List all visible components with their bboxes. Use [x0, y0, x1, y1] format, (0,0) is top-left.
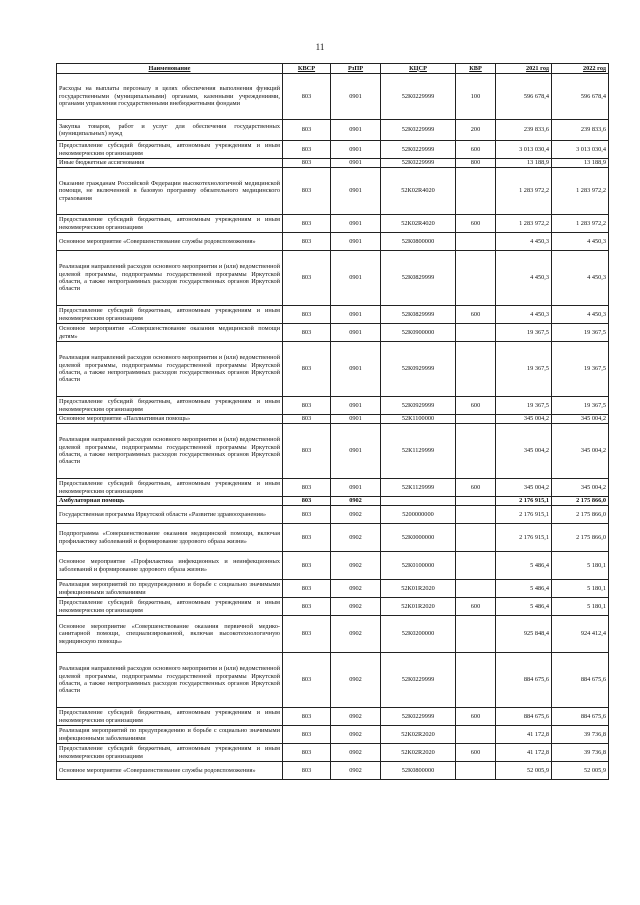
row-kvr-cell: 200	[456, 120, 496, 141]
row-2021-cell: 1 283 972,2	[496, 168, 552, 215]
row-2022-cell: 2 175 866,0	[552, 497, 609, 506]
row-kcsr-cell: 52К02R2020	[381, 744, 456, 762]
row-kcsr-cell: 52К0829999	[381, 306, 456, 324]
row-kvr-cell: 600	[456, 141, 496, 159]
row-kvsr-cell: 803	[283, 342, 331, 397]
row-rzpr-cell: 0901	[331, 324, 381, 342]
row-2022-cell: 3 013 030,4	[552, 141, 609, 159]
table-row	[57, 397, 609, 415]
row-kcsr-cell: 52К0200000	[381, 616, 456, 653]
row-2022-cell: 13 188,9	[552, 159, 609, 168]
row-name-cell: Амбулаторная помощь	[57, 497, 283, 506]
row-kvsr-cell: 803	[283, 168, 331, 215]
row-kcsr-cell: 52К0229999	[381, 653, 456, 708]
table-row	[57, 497, 609, 506]
row-kvr-cell	[456, 424, 496, 479]
row-kvr-cell: 600	[456, 215, 496, 233]
table-row	[57, 251, 609, 306]
row-2021-cell: 2 176 915,1	[496, 506, 552, 524]
header-rzpr: РзПР	[331, 64, 381, 74]
row-kvsr-cell: 803	[283, 726, 331, 744]
row-2021-cell: 345 004,2	[496, 479, 552, 497]
row-2021-cell: 4 450,3	[496, 251, 552, 306]
row-kvsr-cell: 803	[283, 762, 331, 780]
row-name-cell: Основное мероприятие «Паллиативная помощь»	[57, 415, 283, 424]
row-kvr-cell: 600	[456, 397, 496, 415]
row-kvr-cell	[456, 506, 496, 524]
row-kvsr-cell: 803	[283, 415, 331, 424]
row-2022-cell: 2 175 866,0	[552, 506, 609, 524]
row-name-cell: Реализация направлений расходов основного мероприятия и (или) ведомственной целевой программы, подпрограммы государственной программы Иркутской области, а также непрограммных расходов государственных органов Иркутской области	[57, 251, 283, 306]
row-2022-cell: 19 367,5	[552, 324, 609, 342]
row-rzpr-cell: 0901	[331, 415, 381, 424]
row-kvsr-cell: 803	[283, 598, 331, 616]
row-rzpr-cell: 0901	[331, 120, 381, 141]
row-kvsr-cell: 803	[283, 74, 331, 120]
row-2022-cell: 4 450,3	[552, 251, 609, 306]
row-2022-cell: 2 175 866,0	[552, 524, 609, 552]
table-row	[57, 506, 609, 524]
header-kvsr: КВСР	[283, 64, 331, 74]
row-2022-cell: 4 450,3	[552, 233, 609, 251]
row-rzpr-cell: 0901	[331, 479, 381, 497]
row-kcsr-cell	[381, 497, 456, 506]
row-2022-cell: 884 675,6	[552, 653, 609, 708]
row-name-cell: Предоставление субсидий бюджетным, автономным учреждениям и иным некоммерческим организациям	[57, 215, 283, 233]
row-name-cell: Иные бюджетные ассигнования	[57, 159, 283, 168]
row-kcsr-cell: 52К0929999	[381, 342, 456, 397]
row-rzpr-cell: 0902	[331, 524, 381, 552]
row-2022-cell: 39 736,8	[552, 744, 609, 762]
row-2021-cell: 2 176 915,1	[496, 497, 552, 506]
row-2022-cell: 1 283 972,2	[552, 168, 609, 215]
row-kcsr-cell: 52К0229999	[381, 141, 456, 159]
table-row	[57, 580, 609, 598]
row-kvr-cell	[456, 552, 496, 580]
row-kcsr-cell: 52К0100000	[381, 552, 456, 580]
row-2021-cell: 925 848,4	[496, 616, 552, 653]
row-rzpr-cell: 0901	[331, 168, 381, 215]
row-name-cell: Предоставление субсидий бюджетным, автономным учреждениям и иным некоммерческим организациям	[57, 141, 283, 159]
row-kcsr-cell: 52К0800000	[381, 233, 456, 251]
row-kvsr-cell: 803	[283, 580, 331, 598]
table-row	[57, 233, 609, 251]
row-2022-cell: 19 367,5	[552, 342, 609, 397]
row-rzpr-cell: 0902	[331, 598, 381, 616]
row-name-cell: Предоставление субсидий бюджетным, автономным учреждениям и иным некоммерческим организациям	[57, 708, 283, 726]
row-2021-cell: 345 004,2	[496, 424, 552, 479]
row-kvsr-cell: 803	[283, 653, 331, 708]
row-rzpr-cell: 0902	[331, 552, 381, 580]
table-row	[57, 324, 609, 342]
row-name-cell: Основное мероприятие «Профилактика инфекционных и неинфекционных заболеваний и формирование здорового образа жизни»	[57, 552, 283, 580]
table-row	[57, 74, 609, 120]
row-2022-cell: 5 180,1	[552, 552, 609, 580]
row-rzpr-cell: 0901	[331, 141, 381, 159]
row-kcsr-cell: 52К1129999	[381, 479, 456, 497]
table-row	[57, 306, 609, 324]
row-rzpr-cell: 0902	[331, 616, 381, 653]
row-name-cell: Закупка товаров, работ и услуг для обеспечения государственных (муниципальных) нужд	[57, 120, 283, 141]
row-2022-cell: 52 005,9	[552, 762, 609, 780]
row-kvsr-cell: 803	[283, 397, 331, 415]
table-row	[57, 342, 609, 397]
table-row	[57, 744, 609, 762]
row-2021-cell: 19 367,5	[496, 397, 552, 415]
row-2022-cell: 596 678,4	[552, 74, 609, 120]
row-kvsr-cell: 803	[283, 215, 331, 233]
row-rzpr-cell: 0901	[331, 233, 381, 251]
row-name-cell: Подпрограмма «Совершенствование оказания медицинской помощи, включая профилактику заболеваний и формирование здорового образа жизни»	[57, 524, 283, 552]
row-kvsr-cell: 803	[283, 479, 331, 497]
row-kvr-cell	[456, 762, 496, 780]
row-2022-cell: 5 180,1	[552, 598, 609, 616]
row-kcsr-cell: 52К02R4020	[381, 168, 456, 215]
row-rzpr-cell: 0901	[331, 342, 381, 397]
table-row	[57, 168, 609, 215]
row-2021-cell: 2 176 915,1	[496, 524, 552, 552]
row-kvr-cell	[456, 168, 496, 215]
table-row	[57, 524, 609, 552]
row-name-cell: Реализация направлений расходов основного мероприятия и (или) ведомственной целевой программы, подпрограммы государственной программы Иркутской области, а также непрограммных расходов государственных органов Иркутской области	[57, 424, 283, 479]
table-row	[57, 653, 609, 708]
row-kvr-cell	[456, 580, 496, 598]
row-2022-cell: 345 004,2	[552, 415, 609, 424]
row-rzpr-cell: 0902	[331, 580, 381, 598]
row-2021-cell: 3 013 030,4	[496, 141, 552, 159]
row-kvr-cell: 800	[456, 159, 496, 168]
row-rzpr-cell: 0902	[331, 762, 381, 780]
row-2022-cell: 19 367,5	[552, 397, 609, 415]
row-kvsr-cell: 803	[283, 524, 331, 552]
row-2022-cell: 39 736,8	[552, 726, 609, 744]
row-kcsr-cell: 52К0229999	[381, 708, 456, 726]
row-kvsr-cell: 803	[283, 120, 331, 141]
row-kcsr-cell: 52К02R2020	[381, 726, 456, 744]
row-2022-cell: 5 180,1	[552, 580, 609, 598]
row-kvsr-cell: 803	[283, 744, 331, 762]
row-kvr-cell	[456, 342, 496, 397]
row-2022-cell: 239 833,6	[552, 120, 609, 141]
table-header-row	[57, 64, 609, 74]
row-rzpr-cell: 0901	[331, 306, 381, 324]
table-row	[57, 159, 609, 168]
row-2021-cell: 19 367,5	[496, 324, 552, 342]
row-kvr-cell	[456, 251, 496, 306]
row-2022-cell: 345 004,2	[552, 479, 609, 497]
row-kcsr-cell: 52К1129999	[381, 424, 456, 479]
row-2021-cell: 5 486,4	[496, 580, 552, 598]
table-row	[57, 479, 609, 497]
row-rzpr-cell: 0901	[331, 251, 381, 306]
row-2022-cell: 1 283 972,2	[552, 215, 609, 233]
row-kvsr-cell: 803	[283, 251, 331, 306]
row-rzpr-cell: 0901	[331, 215, 381, 233]
row-2021-cell: 239 833,6	[496, 120, 552, 141]
row-rzpr-cell: 0902	[331, 744, 381, 762]
row-2021-cell: 41 172,8	[496, 744, 552, 762]
row-name-cell: Реализация мероприятий по предупреждению и борьбе с социально значимыми инфекционными заболеваниями	[57, 580, 283, 598]
table-row	[57, 415, 609, 424]
row-kvr-cell	[456, 415, 496, 424]
row-kvr-cell: 600	[456, 306, 496, 324]
row-kvr-cell: 600	[456, 744, 496, 762]
row-name-cell: Реализация направлений расходов основного мероприятия и (или) ведомственной целевой программы, подпрограммы государственной программы Иркутской области, а также непрограммных расходов государственных органов Иркутской области	[57, 653, 283, 708]
table-row	[57, 616, 609, 653]
row-name-cell: Основное мероприятие «Совершенствование оказания медицинской помощи детям»	[57, 324, 283, 342]
row-kcsr-cell: 52К0229999	[381, 120, 456, 141]
row-name-cell: Основное мероприятие «Совершенствование службы родовспоможения»	[57, 762, 283, 780]
header-name: Наименование	[57, 64, 283, 74]
row-name-cell: Реализация мероприятий по предупреждению и борьбе с социально значимыми инфекционными заболеваниями	[57, 726, 283, 744]
row-kcsr-cell: 52К0000000	[381, 524, 456, 552]
row-rzpr-cell: 0901	[331, 74, 381, 120]
row-2022-cell: 345 004,2	[552, 424, 609, 479]
row-rzpr-cell: 0901	[331, 159, 381, 168]
row-kvsr-cell: 803	[283, 708, 331, 726]
row-kvr-cell: 600	[456, 708, 496, 726]
row-2021-cell: 5 486,4	[496, 598, 552, 616]
row-kvsr-cell: 803	[283, 233, 331, 251]
budget-table	[56, 63, 609, 780]
row-2021-cell: 19 367,5	[496, 342, 552, 397]
row-kcsr-cell: 52К01R2020	[381, 580, 456, 598]
row-kvr-cell: 600	[456, 479, 496, 497]
row-2021-cell: 4 450,3	[496, 306, 552, 324]
header-kvr: КВР	[456, 64, 496, 74]
row-kcsr-cell: 52К1100000	[381, 415, 456, 424]
row-kvr-cell	[456, 233, 496, 251]
row-kcsr-cell: 52К0800000	[381, 762, 456, 780]
row-2021-cell: 5 486,4	[496, 552, 552, 580]
table-row	[57, 762, 609, 780]
row-2021-cell: 41 172,8	[496, 726, 552, 744]
row-name-cell: Расходы на выплаты персоналу в целях обеспечения выполнения функций государственными (муниципальными) органами, казенными учреждениями, органами управления государственными внебюджетными фондами	[57, 74, 283, 120]
table-row	[57, 141, 609, 159]
row-kcsr-cell: 52К0829999	[381, 251, 456, 306]
row-kvr-cell: 600	[456, 598, 496, 616]
header-2022: 2022 год	[552, 64, 609, 74]
row-kcsr-cell: 52К0229999	[381, 74, 456, 120]
row-name-cell: Предоставление субсидий бюджетным, автономным учреждениям и иным некоммерческим организациям	[57, 744, 283, 762]
row-rzpr-cell: 0902	[331, 653, 381, 708]
row-2022-cell: 4 450,3	[552, 306, 609, 324]
row-2021-cell: 52 005,9	[496, 762, 552, 780]
table-row	[57, 120, 609, 141]
row-2021-cell: 13 188,9	[496, 159, 552, 168]
table-row	[57, 598, 609, 616]
row-rzpr-cell: 0902	[331, 506, 381, 524]
row-2021-cell: 884 675,6	[496, 653, 552, 708]
row-kvsr-cell: 803	[283, 159, 331, 168]
row-2022-cell: 924 412,4	[552, 616, 609, 653]
row-name-cell: Основное мероприятие «Совершенствование оказания первичной медико-санитарной помощи, специализированной, включая высокотехнологичную медицинскую помощь»	[57, 616, 283, 653]
row-kvr-cell	[456, 497, 496, 506]
row-kvr-cell	[456, 324, 496, 342]
row-kvsr-cell: 803	[283, 616, 331, 653]
row-name-cell: Предоставление субсидий бюджетным, автономным учреждениям и иным некоммерческим организациям	[57, 397, 283, 415]
row-2021-cell: 1 283 972,2	[496, 215, 552, 233]
row-kvr-cell	[456, 726, 496, 744]
row-kvr-cell	[456, 616, 496, 653]
row-kvsr-cell: 803	[283, 324, 331, 342]
row-rzpr-cell: 0902	[331, 726, 381, 744]
table-row	[57, 215, 609, 233]
row-kvsr-cell: 803	[283, 306, 331, 324]
row-kvsr-cell: 803	[283, 424, 331, 479]
row-kvr-cell	[456, 653, 496, 708]
row-kcsr-cell: 52К0229999	[381, 159, 456, 168]
row-name-cell: Предоставление субсидий бюджетным, автономным учреждениям и иным некоммерческим организациям	[57, 306, 283, 324]
table-row	[57, 726, 609, 744]
row-2022-cell: 884 675,6	[552, 708, 609, 726]
row-rzpr-cell: 0902	[331, 497, 381, 506]
row-kcsr-cell: 52К0929999	[381, 397, 456, 415]
row-rzpr-cell: 0902	[331, 708, 381, 726]
row-name-cell: Основное мероприятие «Совершенствование службы родовспоможения»	[57, 233, 283, 251]
row-name-cell: Реализация направлений расходов основного мероприятия и (или) ведомственной целевой программы, подпрограммы государственной программы Иркутской области, а также непрограммных расходов государственных органов Иркутской области	[57, 342, 283, 397]
row-name-cell: Государственная программа Иркутской области «Развитие здравоохранения»	[57, 506, 283, 524]
table-row	[57, 424, 609, 479]
row-kcsr-cell: 5200000000	[381, 506, 456, 524]
row-kcsr-cell: 52К01R2020	[381, 598, 456, 616]
page-number: 11	[315, 42, 325, 52]
row-kvr-cell: 100	[456, 74, 496, 120]
header-2021: 2021 год	[496, 64, 552, 74]
row-kvsr-cell: 803	[283, 552, 331, 580]
row-rzpr-cell: 0901	[331, 397, 381, 415]
row-name-cell: Предоставление субсидий бюджетным, автономным учреждениям и иным некоммерческим организациям	[57, 479, 283, 497]
row-name-cell: Предоставление субсидий бюджетным, автономным учреждениям и иным некоммерческим организациям	[57, 598, 283, 616]
row-2021-cell: 345 004,2	[496, 415, 552, 424]
row-kcsr-cell: 52К0900000	[381, 324, 456, 342]
row-2021-cell: 884 675,6	[496, 708, 552, 726]
row-name-cell: Оказание гражданам Российской Федерации высокотехнологичной медицинской помощи, не включенной в базовую программу обязательного медицинского страхования	[57, 168, 283, 215]
row-2021-cell: 596 678,4	[496, 74, 552, 120]
table-row	[57, 708, 609, 726]
row-rzpr-cell: 0901	[331, 424, 381, 479]
row-kvsr-cell: 803	[283, 141, 331, 159]
table-row	[57, 552, 609, 580]
header-kcsr: КЦСР	[381, 64, 456, 74]
row-kcsr-cell: 52К02R4020	[381, 215, 456, 233]
row-kvsr-cell: 803	[283, 497, 331, 506]
row-2021-cell: 4 450,3	[496, 233, 552, 251]
row-kvsr-cell: 803	[283, 506, 331, 524]
row-kvr-cell	[456, 524, 496, 552]
